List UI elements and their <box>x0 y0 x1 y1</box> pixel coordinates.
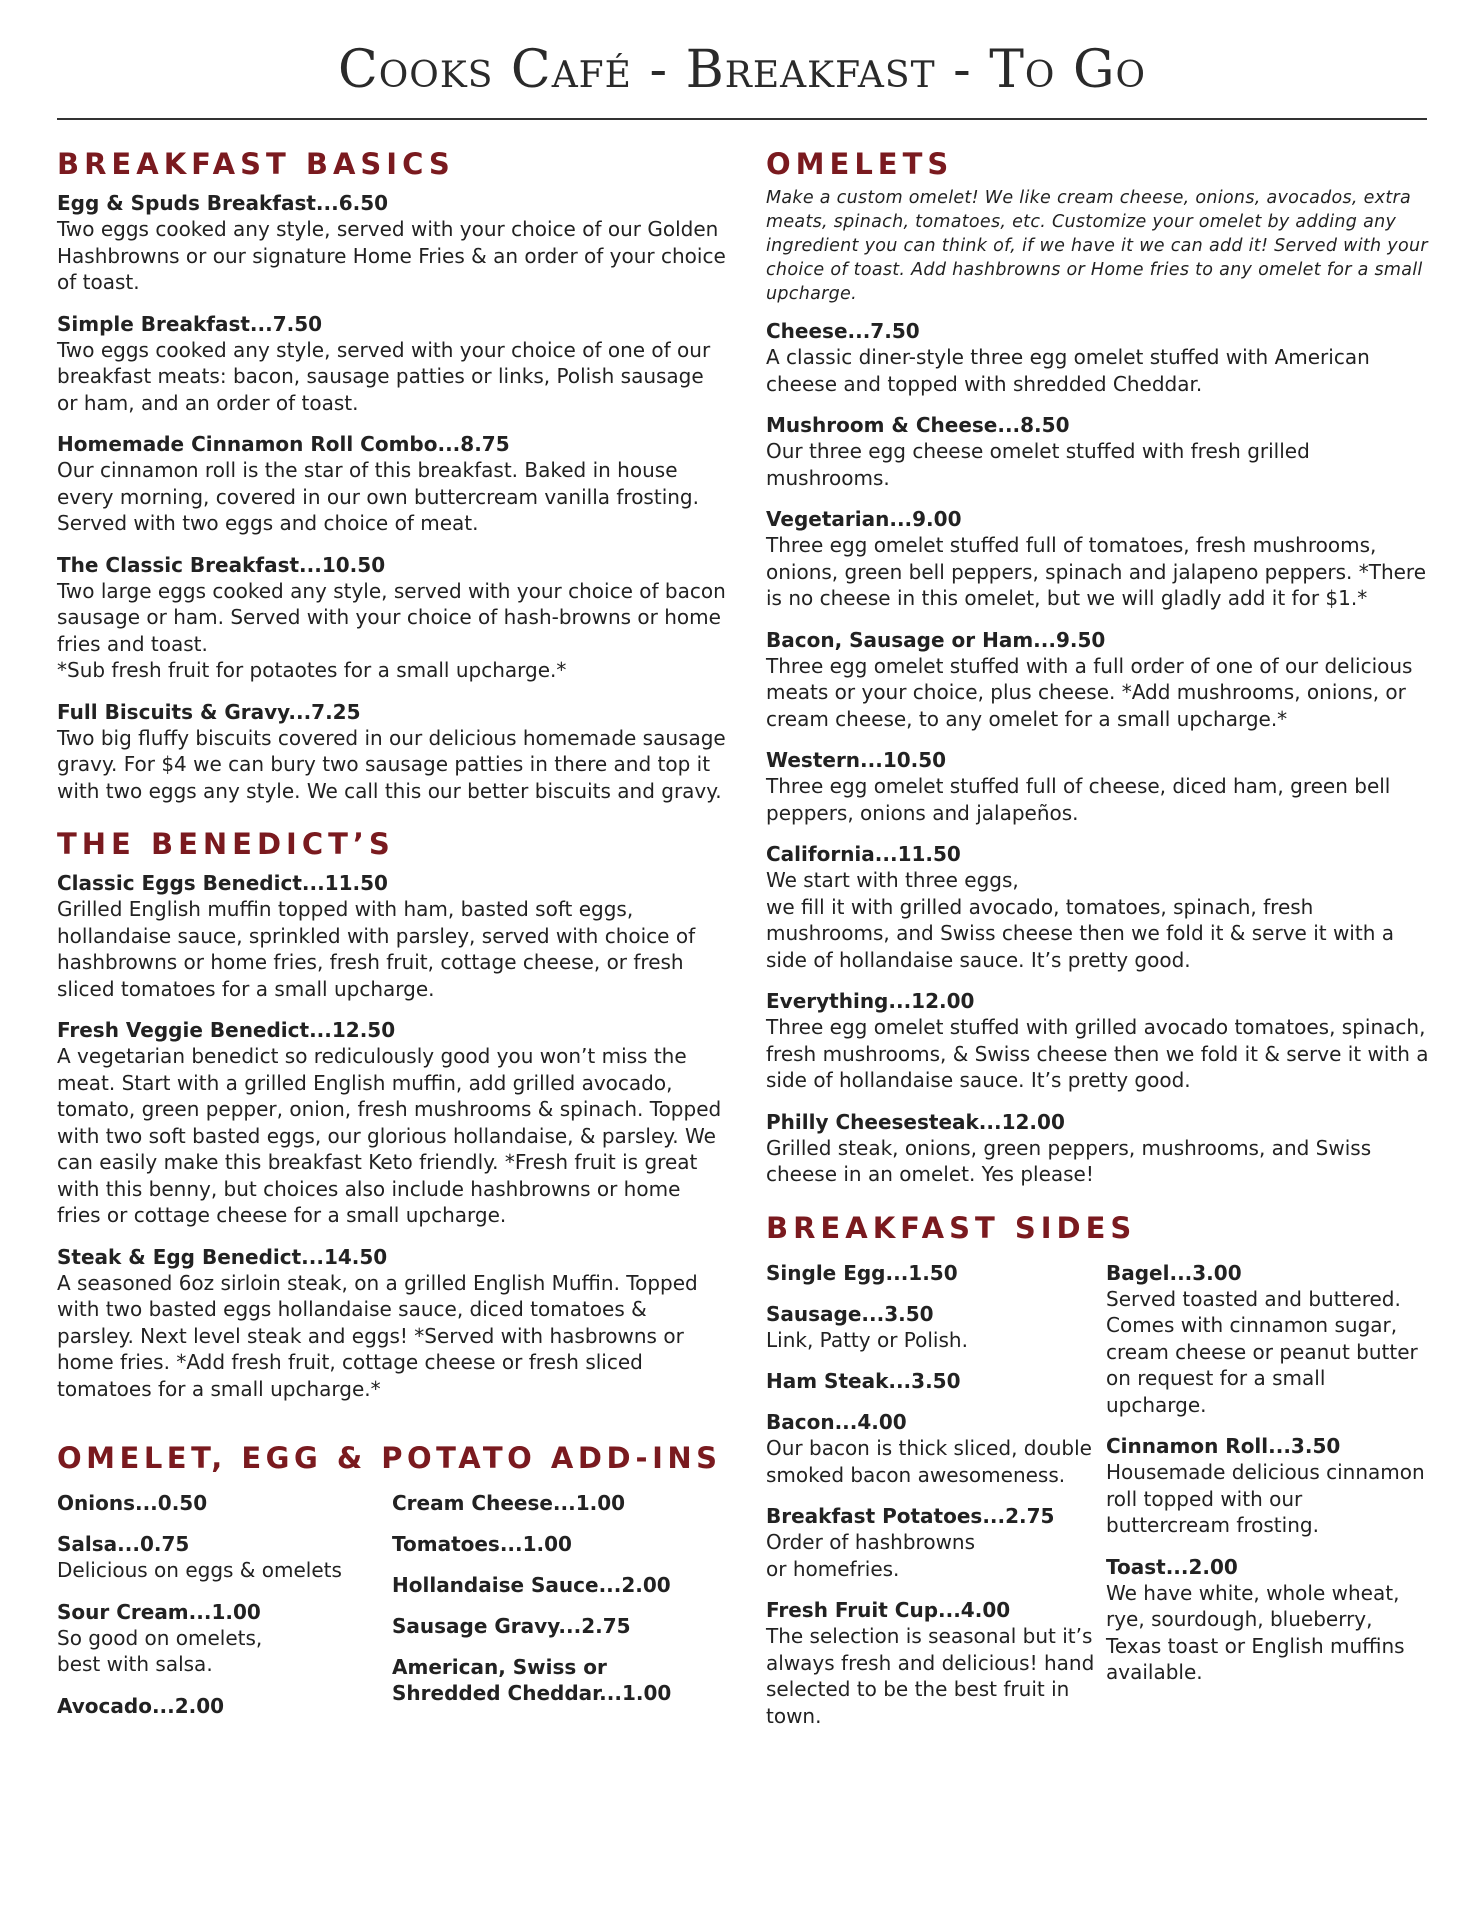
addins-section <box>57 1440 727 1734</box>
menu-item <box>1106 1433 1430 1539</box>
menu-item-description: Three egg omelet stuffed full of cheese, diced ham, green bell peppers, onions and jalapeños. <box>766 774 1391 825</box>
menu-item-name: Ham Steak...3.50 <box>766 1369 961 1393</box>
menu-item-name: Vegetarian...9.00 <box>766 507 962 531</box>
addins-grid <box>57 1490 727 1734</box>
menu-item-name: Onions...0.50 <box>57 1491 208 1515</box>
right-column <box>766 146 1430 1744</box>
menu-item <box>392 1613 727 1639</box>
section-heading: THE BENEDICT’S <box>57 827 395 861</box>
item-list <box>766 318 1430 1188</box>
menu-item-name: Fresh Veggie Benedict...12.50 <box>57 1018 396 1042</box>
menu-item-description: Two big fluffy biscuits covered in our delicious homemade sausage gravy. For $4 we can bury two sausage patties in there and top it with two eggs any style. We call this our better biscuits and gravy. <box>57 725 726 803</box>
left-column <box>57 146 727 1734</box>
menu-item-name: Classic Eggs Benedict...11.50 <box>57 871 388 895</box>
menu-item-name: Cinnamon Roll...3.50 <box>1106 1434 1341 1458</box>
breakfast-basics-section <box>57 146 727 804</box>
menu-item-name: Steak & Egg Benedict...14.50 <box>57 1244 388 1269</box>
menu-item <box>766 1260 1106 1286</box>
menu-item-name: Tomatoes...1.00 <box>392 1532 572 1556</box>
menu-item-name: Philly Cheesesteak...12.00 <box>766 1109 1065 1134</box>
menu-item <box>766 988 1430 1094</box>
menu-item-name: Bacon...4.00 <box>766 1410 907 1434</box>
menu-item <box>1106 1554 1430 1686</box>
page-title: Cooks Café - Breakfast - To Go <box>338 40 1146 100</box>
sides-col-2 <box>1106 1260 1430 1745</box>
menu-item <box>766 841 1430 973</box>
menu-item-description: The selection is seasonal but it’s always fresh and delicious! hand selected to be the best fruit in town. <box>766 1624 1095 1728</box>
menu-item <box>766 1301 1106 1354</box>
menu-item-description: Delicious on eggs & omelets <box>57 1558 342 1582</box>
menu-item-name: Cream Cheese...1.00 <box>392 1491 626 1515</box>
menu-item-name: Sour Cream...1.00 <box>57 1599 261 1624</box>
menu-item-description: Two large eggs cooked any style, served with your choice of bacon sausage or ham. Served with your choice of hash-browns or home fries and toast. *Sub fresh fruit for potaotes for a small upcharge.* <box>57 578 726 682</box>
menu-item-description: Three egg omelet stuffed full of tomatoes, fresh mushrooms, onions, green bell peppers, spinach and jalapeno peppers. *There is no cheese in this omelet, but we will gladly add it for $1.* <box>766 533 1427 610</box>
menu-item-description: We have white, whole wheat, rye, sourdough, blueberry, Texas toast or English muffins available. <box>1106 1580 1405 1684</box>
menu-item <box>766 747 1430 826</box>
menu-item-name: Simple Breakfast...7.50 <box>57 311 323 336</box>
menu-item-name: Salsa...0.75 <box>57 1532 190 1556</box>
menu-item-description: A classic diner-style three egg omelet stuffed with American cheese and topped with shredded Cheddar. <box>766 345 1370 396</box>
item-list <box>57 190 727 804</box>
menu-item-name: Fresh Fruit Cup...4.00 <box>766 1598 1011 1622</box>
menu-item-description: Two eggs cooked any style, served with your choice of our Golden Hashbrowns or our signature Home Fries & an order of your choice of toast. <box>57 217 726 294</box>
section-heading: OMELET, EGG & POTATO ADD-INS <box>57 1441 722 1475</box>
menu-item <box>392 1654 727 1706</box>
section-heading: BREAKFAST SIDES <box>766 1210 1137 1245</box>
menu-item-name: Avocado...2.00 <box>57 1693 225 1718</box>
menu-item-description: Two eggs cooked any style, served with your choice of one of our breakfast meats: bacon, sausage patties or links, Polish sausage or ham, and an order of toast. <box>57 337 711 415</box>
section-heading: BREAKFAST BASICS <box>57 147 455 181</box>
menu-item <box>57 552 727 684</box>
menu-item-name: California...11.50 <box>766 842 961 866</box>
omelets-section <box>766 146 1430 1188</box>
addins-col-2 <box>392 1490 727 1734</box>
menu-item-description: Our cinnamon roll is the star of this breakfast. Baked in house every morning, covered in our own buttercream vanilla frosting. Served with two eggs and choice of meat. <box>57 458 699 535</box>
menu-item <box>766 318 1430 397</box>
menu-item <box>766 506 1430 612</box>
menu-item <box>57 431 727 537</box>
menu-item-description: So good on omelets, best with salsa. <box>57 1625 263 1676</box>
menu-item <box>1106 1260 1430 1419</box>
menu-item <box>57 1244 727 1403</box>
menu-item-name: Everything...12.00 <box>766 989 975 1013</box>
menu-item-name: Homemade Cinnamon Roll Combo...8.75 <box>57 432 510 456</box>
menu-item-name: Toast...2.00 <box>1106 1554 1238 1579</box>
menu-item-description: Our bacon is thick sliced, double smoked bacon awesomeness. <box>766 1436 1092 1487</box>
menu-item-description: Housemade delicious cinnamon roll topped with our buttercream frosting. <box>1106 1460 1425 1537</box>
menu-item-name: Cheese...7.50 <box>766 319 920 343</box>
menu-item <box>57 190 727 296</box>
menu-item-name: Hollandaise Sauce...2.00 <box>392 1573 671 1597</box>
menu-item <box>766 1409 1106 1488</box>
menu-item-name: Egg & Spuds Breakfast...6.50 <box>57 191 389 215</box>
menu-item <box>57 1017 727 1229</box>
menu-item-name: Single Egg...1.50 <box>766 1260 958 1285</box>
menu-item-description: Served toasted and buttered. Comes with cinnamon sugar, cream cheese or peanut butter on request for a small upcharge. <box>1106 1286 1418 1417</box>
menu-item-description: Our three egg cheese omelet stuffed with fresh grilled mushrooms. <box>766 439 1310 490</box>
menu-item <box>392 1490 727 1516</box>
menu-item <box>766 627 1430 733</box>
sides-col-1 <box>766 1260 1106 1745</box>
menu-item-description: Three egg omelet stuffed with grilled avocado tomatoes, spinach, fresh mushrooms, & Swiss cheese then we fold it & serve it with a side of hollandaise sauce. It’s pretty good. <box>766 1015 1429 1092</box>
addins-col-1 <box>57 1490 392 1734</box>
menu-item-name: Full Biscuits & Gravy...7.25 <box>57 699 361 724</box>
menu-item <box>57 1599 392 1678</box>
menu-item-name: Sausage...3.50 <box>766 1301 934 1326</box>
menu-item-description: Grilled English muffin topped with ham, basted soft eggs, hollandaise sauce, sprinkled with parsley, served with choice of hashbrowns or home fries, fresh fruit, cottage cheese, or fresh sliced tomatoes for a small upcharge. <box>57 897 696 1001</box>
menu-item-name: Mushroom & Cheese...8.50 <box>766 413 1070 437</box>
omelets-intro: Make a custom omelet! We like cream cheese, onions, avocados, extra meats, spinach, tomatoes, etc. Customize your omelet by adding any ingredient you can think of, if we have it we can add it! Served with your choice of toast. Add hashbrowns or Home fries to any omelet for a small upcharge. <box>766 188 1428 304</box>
title-divider <box>57 118 1427 120</box>
menu-item-description: A vegetarian benedict so rediculously good you won’t miss the meat. Start with a grilled English muffin, add grilled avocado, tomato, green pepper, onion, fresh mushrooms & spinach. Topped with two soft basted eggs, our glorious hollandaise, & parsley. We can easily make this breakfast Keto friendly. *Fresh fruit is great with this benny, but choices also include hashbrowns or home fries or cottage cheese for a small upcharge. <box>57 1044 722 1227</box>
menu-item <box>766 1597 1106 1729</box>
menu-item <box>57 311 727 417</box>
menu-item <box>766 412 1430 491</box>
benedicts-section <box>57 826 727 1402</box>
menu-item-name: Sausage Gravy...2.75 <box>392 1614 631 1638</box>
menu-item-name: Bacon, Sausage or Ham...9.50 <box>766 627 1106 652</box>
menu-item-description: Order of hashbrowns or homefries. <box>766 1530 976 1581</box>
menu-item <box>57 1490 392 1516</box>
menu-item <box>57 870 727 1002</box>
menu-item-name: Breakfast Potatoes...2.75 <box>766 1504 1055 1528</box>
menu-item <box>57 1693 392 1719</box>
menu-item-name: Western...10.50 <box>766 748 947 772</box>
menu-item-name: The Classic Breakfast...10.50 <box>57 552 386 577</box>
menu-item-name: American, Swiss or Shredded Cheddar...1.00 <box>392 1655 672 1705</box>
menu-item <box>392 1531 727 1557</box>
menu-item-description: Link, Patty or Polish. <box>766 1327 968 1352</box>
menu-item <box>57 1531 392 1584</box>
menu-item <box>392 1572 727 1598</box>
menu-item <box>766 1503 1106 1582</box>
breakfast-sides-section <box>766 1210 1430 1745</box>
menu-item-description: A seasoned 6oz sirloin steak, on a grilled English Muffin. Topped with two basted eggs hollandaise sauce, diced tomatoes & parsley. Next level steak and eggs! *Served with hasbrowns or home fries. *Add fresh fruit, cottage cheese or fresh sliced tomatoes for a small upcharge.* <box>57 1270 698 1401</box>
menu-item-description: Three egg omelet stuffed with a full order of one of our delicious meats or your choice, plus cheese. *Add mushrooms, onions, or cream cheese, to any omelet for a small upcharge.* <box>766 653 1413 731</box>
menu-item-description: We start with three eggs, we fill it with grilled avocado, tomatoes, spinach, fresh mushrooms, and Swiss cheese then we fold it & serve it with a side of hollandaise sauce. It’s pretty good. <box>766 868 1394 972</box>
menu-item <box>766 1109 1430 1188</box>
section-heading: OMELETS <box>766 147 954 181</box>
sides-grid <box>766 1260 1430 1745</box>
menu-item-name: Bagel...3.00 <box>1106 1260 1242 1285</box>
menu-item-description: Grilled steak, onions, green peppers, mushrooms, and Swiss cheese in an omelet. Yes please! <box>766 1135 1372 1186</box>
item-list <box>57 870 727 1402</box>
menu-item <box>57 699 727 805</box>
menu-item <box>766 1368 1106 1394</box>
